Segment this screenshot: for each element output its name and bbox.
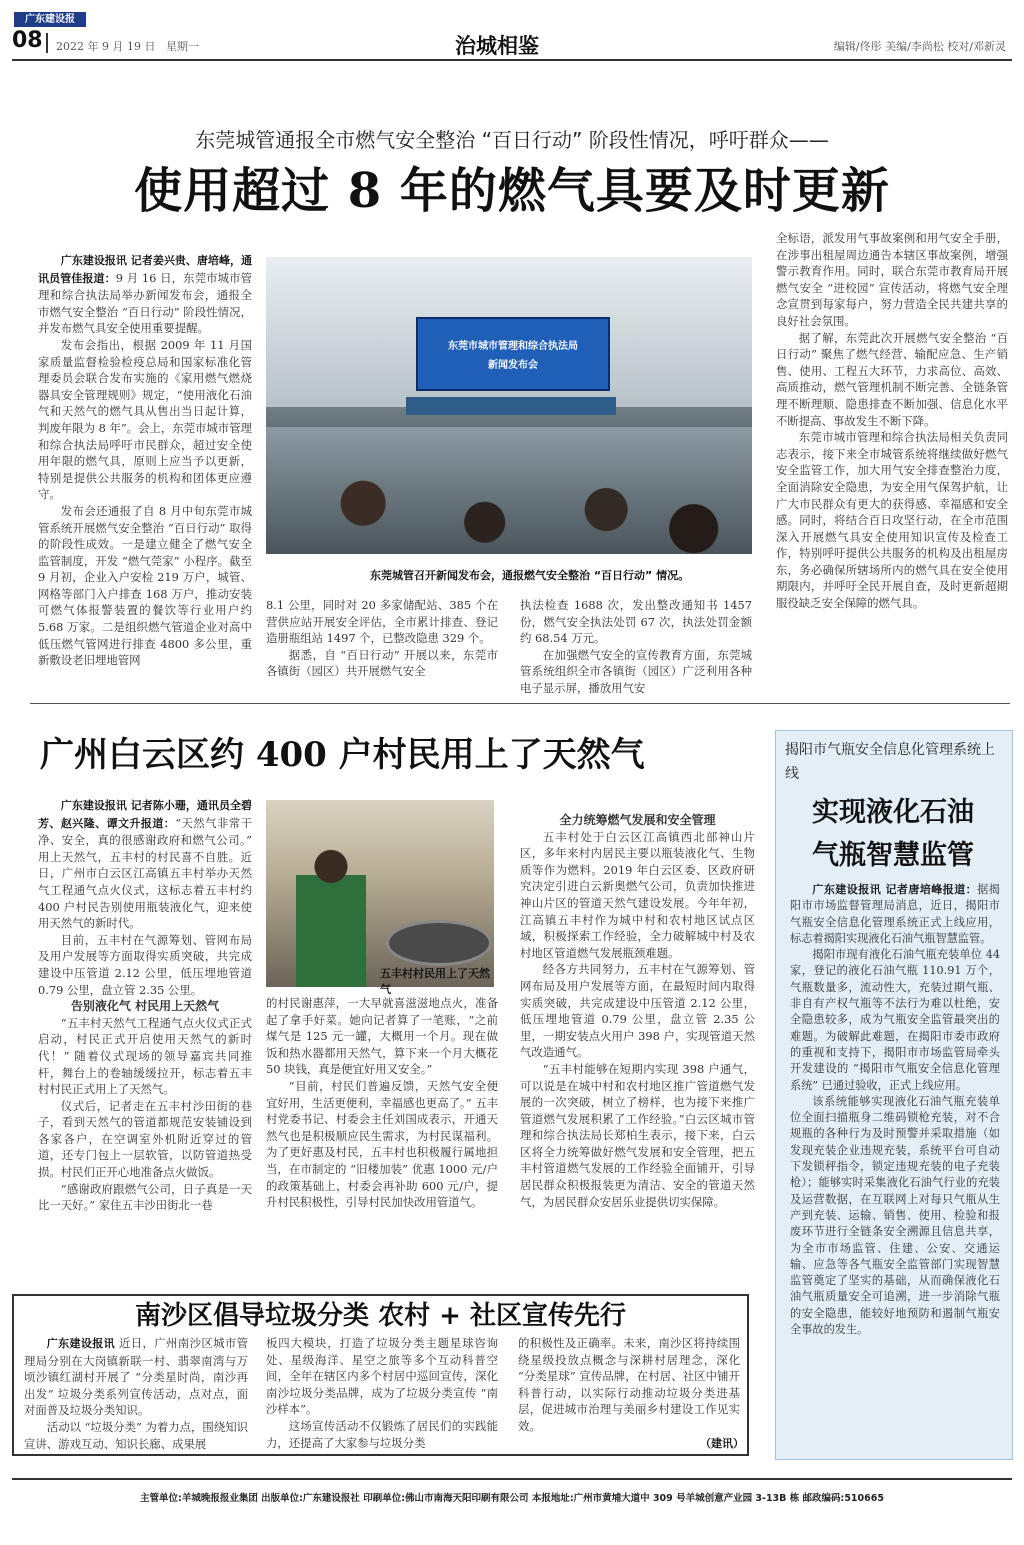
photo-person — [296, 840, 366, 987]
article3-p3: 该系统能够实现液化石油气瓶充装单位全面扫描瓶身二维码锁枪充装，对不合规瓶的各种行为及时预警并采取措施（如发现充装企业违规充装，系统平台可自动下发锁秤指令，锁定违规充装的电子充装枪）；能够实时采集液化石油气行业的充装及运营数据，在互联网上对每只气瓶从生产到充装、运输、销售、使用、检验和报废环节进行全链条安全溯源且信息共享，为全市市场监管、住建、公安、交通运输、应急等各气瓶安全监管部门实现智慧监管奠定了坚实的基础，从而确保液化石油气瓶质量安全可追溯，进一步消除气瓶的安全隐患，能较好地预防和遏制气瓶安全事故的发生。 — [790, 1094, 1000, 1337]
article1-headline: 使用超过 8 年的燃气具要及时更新 — [134, 163, 890, 219]
article2-photo-caption: 五丰村村民用上了天然气 — [380, 967, 490, 996]
section-name: 治城相鉴 — [455, 34, 539, 58]
article4-credit: （建讯） — [700, 1437, 744, 1450]
article1-col4-p1: 全标语，派发用气事故案例和用气安全手册，在涉事出租屋周边通告本辖区事故案例，增强警示教育作用。同时，联合东莞市教育局开展燃气安全 “进校园” 宣传活动，将燃气安全理念宣贯到每家每户，努力营造全民共建共享的良好社会氛围。 — [776, 231, 1008, 328]
article2-photo — [266, 800, 494, 987]
article1-col1-p3: 发布会还通报了自 8 月中旬东莞市城管系统开展燃气安全整治 “百日行动” 取得的阶段性成效。一是建立健全了燃气安全监管制度，开发 “燃气莞家” 小程序。截至 9 月初，企业入户安检 219 万户，城管、网格等部门入户排查 168 万户，推动安装可燃气体报警装置的餐饮等行业用户约 5.68 万家。二是组织燃气管道企业对高中低压燃气管网进行排查 4800 多公里，重新敷设老旧埋地管网 — [38, 503, 252, 668]
article3-body — [790, 882, 1000, 1452]
article2-col3 — [520, 812, 755, 1252]
article1-col3-p1: 执法检查 1688 次，发出整改通知书 1457 份，燃气安全执法处罚 67 次，执法处罚金额约 68.54 万元。 — [520, 598, 752, 646]
article2-col1-p2: 目前，五丰村在气源筹划、管网布局及用户发展等方面取得实质突破，共完成建设中压管道 2.12 公里，低压埋地管道 0.79 公里，盘立管 2.35 公里。 — [38, 932, 252, 997]
article1-photo — [266, 257, 752, 554]
article1-lead: 广东建设报讯 记者姜兴贵、唐培峰，通讯员管佳报道： — [38, 254, 252, 285]
article1-col3 — [520, 597, 752, 695]
article2-subhead-2: 全力统筹燃气发展和安全管理 — [559, 813, 716, 827]
article4-lead: 广东建设报讯 — [46, 1337, 116, 1350]
article4-col1-p2: 活动以 “垃圾分类” 为着力点，围绕知识宣讲、游戏互动、知识长廊、成果展 — [24, 1419, 248, 1451]
article1-bottom-rule — [30, 703, 1010, 704]
article3-headline-line1: 实现液化石油 — [812, 797, 974, 828]
article1-col4-p3: 东莞市城市管理和综合执法局相关负责同志表示，接下来全市城管系统将继续做好燃气安全监管工作，加大用气安全排查整治力度，全面消除安全隐患，为安全用气保驾护航，让广大市民群众有更大的获得感、幸福感和安全感。同时，将结合百日攻坚行动，在全市范围深入开展燃气具安全使用知识宣传及检查工作，特别呼吁提供公共服务的机构及出租屋房东，务必确保所辖场所内的燃气具在安全使用期限内，并呼吁全民开展自查，及时更新超期服役缺乏安全保障的燃气具。 — [776, 430, 1008, 611]
article2-col1-p1: “天然气非常干净、安全，真的很感谢政府和燃气公司。” 用上天然气，五丰村的村民喜不自胜。近日，广州市白云区江高镇五丰村举办天然气工程通气点火仪式，这标志着五丰村约 400 户村民告别使用瓶装液化气，迎来使用天然气的新时代。 — [38, 815, 252, 931]
article2-col1-p5: “感谢政府跟燃气公司，日子真是一天比一天好。” 家住五丰沙田街北一巷 — [38, 1181, 252, 1213]
article2-col1-p3: “五丰村天然气工程通气点火仪式正式启动，村民正式开启使用天然气的新时代！” 随着仪式现场的领导嘉宾共同推杆，舞台上的卷轴缓缓拉开，标志着五丰村村民正式用上了天然气。 — [38, 1015, 252, 1097]
photo-table — [406, 397, 616, 415]
photo-screen — [416, 317, 610, 391]
article3-lead: 广东建设报讯 记者唐培峰报道： — [812, 883, 978, 896]
article2-headline: 广州白云区约 400 户村民用上了天然气 — [40, 735, 645, 775]
article2-lead: 广东建设报讯 记者陈小珊，通讯员全碧芳、赵兴隆、谭文升报道： — [38, 799, 252, 830]
article2-col1-p4: 仪式后，记者走在五丰村沙田街的巷子，看到天然气的管道都规范安装铺设到各家各户，在空调室外机附近穿过的管道，还专门包上一层软管，以防管道热受损。村民们正开心地准备点火做饭。 — [38, 1098, 252, 1180]
article3-p1: 据揭阳市市场监督管理局消息，近日，揭阳市气瓶安全信息化管理系统正式上线应用，标志着揭阳实现液化石油气瓶智慧监管。 — [790, 883, 1000, 945]
weekday: 星期一 — [165, 40, 199, 53]
article1-photo-caption: 东莞城管召开新闻发布会，通报燃气安全整治 “百日行动” 情况。 — [370, 569, 690, 582]
issue-date — [56, 38, 199, 54]
article4-col2-p1: 板四大模块，打造了垃圾分类主题星球咨询处、星级海洋、星空之旅等多个互动科普空间，全年在辖区内多个村居中巡回宣传，深化南沙垃圾分类品牌，成为了垃圾分类宣传 “南沙样本”。 — [266, 1336, 498, 1417]
article4-col1-p1: 近日，广州南沙区城市管理局分别在大岗镇新联一村、翡翠南湾与万顷沙镇红湖村开展了 “分类星时尚，南沙再出发” 垃圾分类系列宣传活动，点对点，面对面普及垃圾分类知识。 — [24, 1336, 248, 1418]
photo-banner-line1: 东莞市城市管理和综合执法局 — [448, 341, 578, 352]
masthead-divider — [46, 33, 48, 53]
page-number: 08 — [12, 28, 43, 53]
footer-info: 主管单位:羊城晚报报业集团 出版单位:广东建设报社 印刷单位:佛山市南海天阳印刷有限公司 本报地址:广州市黄埔大道中 309 号羊城创意产业园 3-13B 栋 邮政编码:510665 — [140, 1493, 884, 1504]
article1-col4-p2: 据了解，东莞此次开展燃气安全整治 “百日行动” 聚焦了燃气经营、输配应急、生产销售、使用、工程五大环节，力求高位、高效、高质推动，燃气管理机制不断完善、全链条管理不断理顺、隐患排查不断加强、信息化水平不断提高、事故发生不断下降。 — [776, 330, 1008, 428]
photo-stove — [386, 920, 492, 966]
article2-col2 — [266, 995, 498, 1253]
editor-credits: 编辑/佟彤 美编/李尚松 校对/邓新灵 — [833, 40, 1006, 53]
article2-col3-p1: 五丰村处于白云区江高镇西北部神山片区，多年来村内居民主要以瓶装液化气、生物质等作为燃料。2019 年白云区委、区政府研究决定引进白云新奥燃气公司，负责加快推进神山片区的管道天然气建设发展。今年年初，江高镇五丰村作为城中村和农村地区试点区域，积极探索工作经验，全力破解城中村及农村地区管道燃气发展瓶颈难题。 — [520, 829, 755, 960]
article2-col1 — [38, 797, 252, 1252]
article4-headline: 南沙区倡导垃圾分类 农村 + 社区宣传先行 — [135, 1301, 626, 1331]
article1-col2-p2: 据悉，自 “百日行动” 开展以来，东莞市各镇街（园区）共开展燃气安全 — [266, 647, 498, 679]
photo-audience — [266, 427, 752, 554]
article3-p2: 揭阳市现有液化石油气瓶充装单位 44 家，登记的液化石油气瓶 110.91 万个，气瓶数量多，流动性大，充装过期气瓶、非自有产权气瓶等不法行为难以杜绝，安全隐患较多，成为气瓶安全监管最突出的难题。为破解此难题，在揭阳市委市政府的重视和支持下，揭阳市市场监管局牵头开发建设的 “揭阳市气瓶安全信息化管理系统” 已通过验收，正式上线应用。 — [790, 948, 1000, 1092]
date: 2022 年 9 月 19 日 — [56, 40, 156, 53]
article2-col3-p3: “五丰村能够在短期内实现 398 户通气，可以说是在城中村和农村地区推广管道燃气发展的一次突破，树立了榜样，也为接下来推广管道燃气发展积累了工作经验。”白云区城市管理和综合执法局长郑柏生表示，接下来，白云区将全力统筹做好燃气发展和安全管理，把五丰村管道燃气发展的工作经验全面铺开，引导居民群众积极报装更为清洁、安全的管道天然气，为居民群众安居乐业提供切实保障。 — [520, 1061, 755, 1209]
article1-kicker: 东莞城管通报全市燃气安全整治 “百日行动” 阶段性情况，呼吁群众—— — [195, 128, 829, 152]
article1-col1 — [38, 252, 252, 692]
article2-subhead-1: 告别液化气 村民用上天然气 — [70, 999, 220, 1014]
masthead-rule — [12, 59, 1012, 61]
article3-headline-line2: 气瓶智慧监管 — [812, 840, 974, 871]
paper-name: 广东建设报 — [25, 14, 75, 25]
article4-col2 — [266, 1335, 498, 1451]
article3-kicker: 揭阳市气瓶安全信息化管理系统上线 — [785, 742, 995, 782]
photo-banner-line2: 新闻发布会 — [488, 360, 538, 371]
article1-col3-p2: 在加强燃气安全的宣传教育方面，东莞城管系统组织全市各镇街（园区）广泛利用各种电子显示屏，播放用气安 — [520, 647, 752, 695]
article1-col2-p1: 8.1 公里，同时对 20 多家储配站、385 个在营供应站开展安全评估，全市累计排查、登记造册瓶组站 1497 个，已整改隐患 329 个。 — [266, 598, 498, 646]
article4-col3-p1: 的积极性及正确率。未来，南沙区将持续围绕星级投放点概念与深耕村居理念，深化 “分类星球” 宣传品牌，在村居、社区中铺开科普行动，以实际行动推动垃圾分类进基层，促进城市治理与美丽乡村建设工作见实效。 — [518, 1336, 740, 1433]
article1-col1-p1: 9 月 16 日，东莞市城市管理和综合执法局举办新闻发布会，通报全市燃气安全整治 “百日行动” 阶段性情况，并发布燃气具安全使用重要提醒。 — [38, 270, 252, 336]
article1-col1-p2: 发布会指出，根据 2009 年 11 月国家质量监督检验检疫总局和国家标准化管理委员会联合发布实施的《家用燃气燃烧器具安全管理规则》规定，“使用液化石油气和天然气的燃气具从售出当日起计算，判废年限为 8 年”。会上，东莞市城市管理和综合执法局呼吁市民群众，超过安全使用年限的燃气具，原则上应当予以更新，特别是提供公共服务的机构和团体更应遵守。 — [38, 337, 252, 502]
article4-col3 — [518, 1335, 740, 1435]
article4-col2-p2: 这场宣传活动不仅锻炼了居民们的实践能力，还提高了大家参与垃圾分类 — [266, 1418, 498, 1450]
footer-rule — [12, 1478, 1012, 1480]
article4-col1 — [24, 1335, 248, 1451]
paper-name-badge — [14, 12, 86, 27]
article1-col2 — [266, 597, 498, 695]
article2-col3-p2: 经各方共同努力，五丰村在气源筹划、管网布局及用户发展等方面，在最短时间内取得实质突破，共完成建设中压管道 2.12 公里，低压埋地管道 0.79 公里，盘立管 2.35 公里，一期安装点火用户 398 户，实现管道天然气改造通气。 — [520, 962, 755, 1060]
article1-col4 — [776, 230, 1008, 692]
article2-col2-p1: 的村民谢惠萍，一大早就喜滋滋地点火，准备起了拿手好菜。她向记者算了一笔账，“之前煤气是 125 元一罐，大概用一个月。现在做饭和热水器都用天然气，算下来一个月大概花 50 块钱，真是便宜好用又安全。” — [266, 996, 498, 1077]
article2-col2-p2: “目前，村民们普遍反馈，天然气安全便宜好用，生活更便利，幸福感也更高了。” 五丰村党委书记、村委会主任刘国成表示，开通天然气也是积极顺应民生需求，为村民谋福利。为了更好惠及村民，五丰村也积极履行属地担当，在市制定的 “旧楼加装” 优惠 1000 元/户的政策基础上，村委会再补助 600 元/户，提升村民积极性，引导村民加快改用管道气。 — [266, 1078, 498, 1210]
